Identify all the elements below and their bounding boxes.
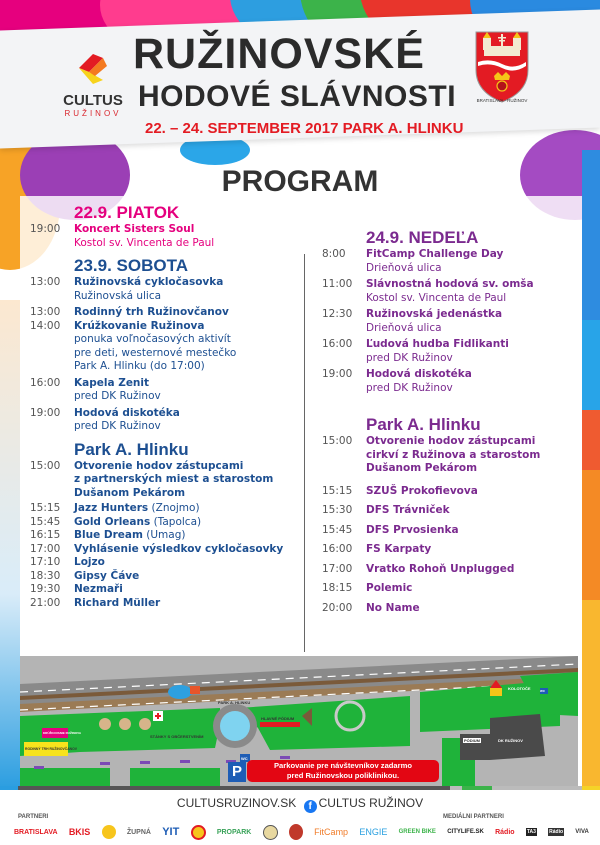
program-item	[322, 599, 592, 619]
program-item	[322, 501, 592, 521]
event-title-line2: HODOVÉ SLÁVNOSTI	[138, 80, 457, 113]
svg-text:BRATISLAVA - RUŽINOV: BRATISLAVA - RUŽINOV	[476, 98, 528, 103]
website-link[interactable]: CULTUSRUZINOV.SK	[176, 796, 297, 810]
partner-logo-emblem-icon	[191, 825, 206, 840]
facebook-icon: f	[304, 800, 317, 813]
event-time: 15:00	[322, 435, 353, 447]
event-time: 19:00	[30, 223, 61, 235]
event-time: 17:00	[322, 562, 353, 575]
map-label-stage: HLAVNÉ PÓDIUM	[261, 716, 295, 721]
program-item	[30, 223, 310, 250]
event-origin: (Znojmo)	[148, 502, 200, 514]
partner-logo-greenbike: GREEN BIKE	[398, 829, 436, 835]
program-item	[322, 435, 592, 476]
event-title: Hodová diskotéka	[366, 368, 472, 380]
event-origin: (Umag)	[142, 529, 186, 541]
program-left-column	[30, 203, 310, 610]
event-location: Drieňová ulica	[366, 261, 442, 274]
event-time: 17:00	[30, 542, 61, 555]
event-title-line: Otvorenie hodov zástupcami	[366, 435, 536, 447]
event-time: 13:00	[30, 276, 61, 288]
event-title: Slávnostná hodová sv. omša	[366, 278, 534, 290]
event-title: Koncert Sisters Soul	[74, 223, 195, 235]
saturday-heading: 23.9. SOBOTA	[74, 256, 188, 275]
map-label-park: PARK A. HLINKU	[218, 700, 251, 705]
event-time: 16:00	[322, 543, 353, 555]
event-title: Richard Müller	[74, 596, 161, 609]
saturday-section	[30, 256, 310, 610]
event-time: 16:00	[322, 338, 353, 350]
map-label-podium: PÓDIUM	[464, 738, 480, 743]
event-location: Ružinovská ulica	[74, 289, 162, 302]
event-title: DFS Prvosienka	[366, 523, 459, 536]
map-label-dk: DK RUŽINOV	[498, 738, 523, 743]
event-origin: (Tapolca)	[150, 515, 202, 528]
event-title: Lojzo	[74, 556, 105, 568]
event-title: Blue Dream	[74, 529, 143, 541]
event-title: Rodinný trh Ružinovčanov	[74, 306, 229, 318]
partner-logo-engie: ENGIE	[359, 827, 388, 837]
program-item	[322, 278, 592, 305]
sunday-heading: 24.9. NEDEĽA	[366, 228, 479, 247]
event-location: pred DK Ružinov	[366, 381, 453, 394]
map-label-rodinny-trh: RODINNÝ TRH RUŽINOVČANOV	[25, 747, 77, 751]
program-item	[30, 407, 310, 434]
event-location: Drieňová ulica	[366, 321, 442, 334]
map-label-wc: WC	[241, 756, 248, 761]
parking-notice	[247, 760, 439, 782]
footer-color-bar	[0, 786, 600, 790]
program-item	[322, 560, 592, 580]
event-time: 12:30	[322, 308, 353, 320]
parking-notice-line2: pred Ružinovskou poliklinikou.	[286, 771, 400, 780]
program-item	[322, 521, 592, 541]
event-time: 19:00	[30, 406, 61, 419]
event-time: 13:00	[30, 306, 61, 318]
org-name: CULTUS	[63, 92, 123, 109]
program-item	[30, 460, 310, 501]
event-title-line: Otvorenie hodov zástupcami	[74, 459, 244, 472]
event-time: 14:00	[30, 319, 61, 332]
program-item	[30, 556, 310, 570]
program-item	[30, 597, 310, 611]
event-title: Gipsy Čáve	[74, 569, 140, 582]
partner-logo-crest-icon	[289, 824, 303, 840]
media-logo-citylife: CITYLIFE.SK	[447, 829, 484, 835]
map-label-kruzkovanie: KRÚŽKOVANIE RUŽINOVA	[43, 731, 82, 735]
map-label-wc-2: WC	[540, 689, 545, 693]
event-title-line: Dušanom Pekárom	[74, 486, 186, 499]
event-time: 20:00	[322, 601, 353, 614]
event-title: Jazz Hunters	[74, 502, 149, 514]
event-title: SZUŠ Prokofievova	[366, 484, 478, 497]
event-time: 17:10	[30, 556, 61, 568]
friday-heading: 22.9. PIATOK	[74, 203, 180, 222]
program-item	[30, 543, 310, 557]
event-time: 15:00	[30, 459, 61, 472]
footer	[0, 786, 600, 845]
map-label-stanky: STÁNKY S OBČERSTVENÍM	[150, 734, 204, 739]
event-time: 19:30	[30, 583, 61, 595]
event-location: pred DK Ružinov	[366, 351, 453, 364]
event-time: 16:00	[30, 376, 61, 389]
event-title: Gold Orleans	[74, 515, 151, 528]
event-title: FitCamp Challenge Day	[366, 248, 504, 260]
event-location: Kostol sv. Vincenta de Paul	[366, 291, 507, 304]
partner-logo-sun-icon	[102, 825, 116, 839]
event-location: pred DK Ružinov	[74, 420, 161, 432]
partner-logo-zupna: ŽUPNÁ	[126, 828, 151, 836]
event-title: Polemic	[366, 582, 413, 594]
event-time: 15:45	[322, 523, 353, 536]
program-item	[322, 308, 592, 335]
program-right-column	[322, 228, 592, 618]
program-item	[30, 276, 310, 303]
program-item	[322, 482, 592, 502]
event-description-line: pre deti, westernové mestečko	[74, 346, 237, 359]
event-time: 15:15	[322, 484, 353, 497]
event-time: 18:15	[322, 582, 353, 594]
partner-logo-bratislava: BRATISLAVA	[14, 828, 58, 836]
media-logo-viva: VIVA	[575, 829, 589, 835]
event-time: 18:30	[30, 569, 61, 582]
parking-sign-icon: P	[228, 762, 246, 782]
event-title: Kapela Zenit	[74, 376, 150, 389]
event-title: Vyhlásenie výsledkov cykločasovky	[74, 542, 284, 555]
partner-logo-propark: PROPARK	[216, 828, 252, 836]
event-title-line1: RUŽINOVSKÉ	[133, 30, 425, 78]
event-title-line: z partnerských miest a starostom	[74, 473, 274, 485]
event-time: 15:15	[30, 502, 61, 514]
program-item	[30, 306, 310, 320]
event-title: Hodová diskotéka	[74, 406, 180, 419]
event-description-line: Park A. Hlinku (do 17:00)	[74, 360, 205, 372]
event-title-line: Dušanom Pekárom	[366, 462, 478, 474]
event-title: Ružinovská cykločasovka	[74, 276, 224, 288]
partner-logo-yit: YIT	[162, 826, 180, 838]
partner-logo-seal-icon	[263, 825, 278, 840]
sunday-park-heading: Park A. Hlinku	[366, 415, 481, 434]
program-item	[30, 516, 310, 530]
event-location: Kostol sv. Vincenta de Paul	[74, 236, 215, 249]
event-time: 15:30	[322, 504, 353, 516]
program-item	[30, 529, 310, 543]
media-logo-ta3: TA3	[526, 829, 536, 835]
event-title: Krúžkovanie Ružinova	[74, 319, 205, 332]
event-time: 16:15	[30, 529, 61, 541]
program-item	[30, 377, 310, 404]
friday-section	[30, 203, 310, 250]
program-item	[322, 579, 592, 599]
event-title-line: cirkví z Ružinova a starostom	[366, 448, 541, 461]
event-time: 11:00	[322, 278, 353, 290]
partner-logo-fitcamp: FitCamp	[314, 827, 349, 837]
program-item	[30, 583, 310, 597]
event-time: 8:00	[322, 248, 346, 260]
parking-notice-line1: Parkovanie pre návštevníkov zadarmo	[273, 761, 412, 770]
event-title: Vratko Rohoň Unplugged	[366, 562, 515, 575]
facebook-page-link[interactable]: CULTUS RUŽINOV	[318, 796, 424, 810]
map-label-kolotoce: KOLOTOČE	[508, 686, 531, 691]
footer-contacts	[0, 796, 600, 813]
program-item	[30, 570, 310, 584]
event-time: 19:00	[322, 368, 353, 380]
partner-logos	[14, 822, 589, 842]
event-title: No Name	[366, 601, 420, 614]
partner-logo-bkis: BKIS	[68, 827, 91, 837]
program-item	[30, 502, 310, 516]
event-time: 15:45	[30, 515, 61, 528]
program-item	[322, 368, 592, 395]
program-item	[322, 248, 592, 275]
program-heading: PROGRAM	[221, 165, 379, 198]
media-logo-radio: Rádio	[495, 828, 515, 836]
event-date-location: 22. – 24. SEPTEMBER 2017 PARK A. HLINKU	[145, 120, 464, 137]
event-title: Ľudová hudba Fidlikanti	[366, 338, 509, 350]
program-item	[322, 338, 592, 365]
program-item	[30, 320, 310, 374]
media-logo-radio-2: Rádio	[549, 829, 564, 835]
saturday-park-heading: Park A. Hlinku	[74, 439, 189, 459]
org-subname: RUŽINOV	[64, 109, 122, 118]
event-title: Nezmaři	[74, 583, 123, 595]
cultus-logo-icon	[73, 48, 113, 88]
event-description-line: ponuka voľnočasových aktivít	[74, 333, 231, 345]
event-location: pred DK Ružinov	[74, 390, 161, 402]
event-title: Ružinovská jedenástka	[366, 308, 503, 320]
event-title: DFS Trávniček	[366, 504, 450, 516]
program-item	[322, 540, 592, 560]
media-partners-label: MEDIÁLNI PARTNERI	[443, 814, 504, 820]
ruzinov-coat-of-arms-icon	[472, 30, 532, 105]
partners-label: PARTNERI	[18, 814, 49, 820]
header	[0, 0, 600, 150]
event-time: 21:00	[30, 596, 61, 609]
event-title: FS Karpaty	[366, 543, 432, 555]
cultus-logo	[58, 48, 128, 128]
